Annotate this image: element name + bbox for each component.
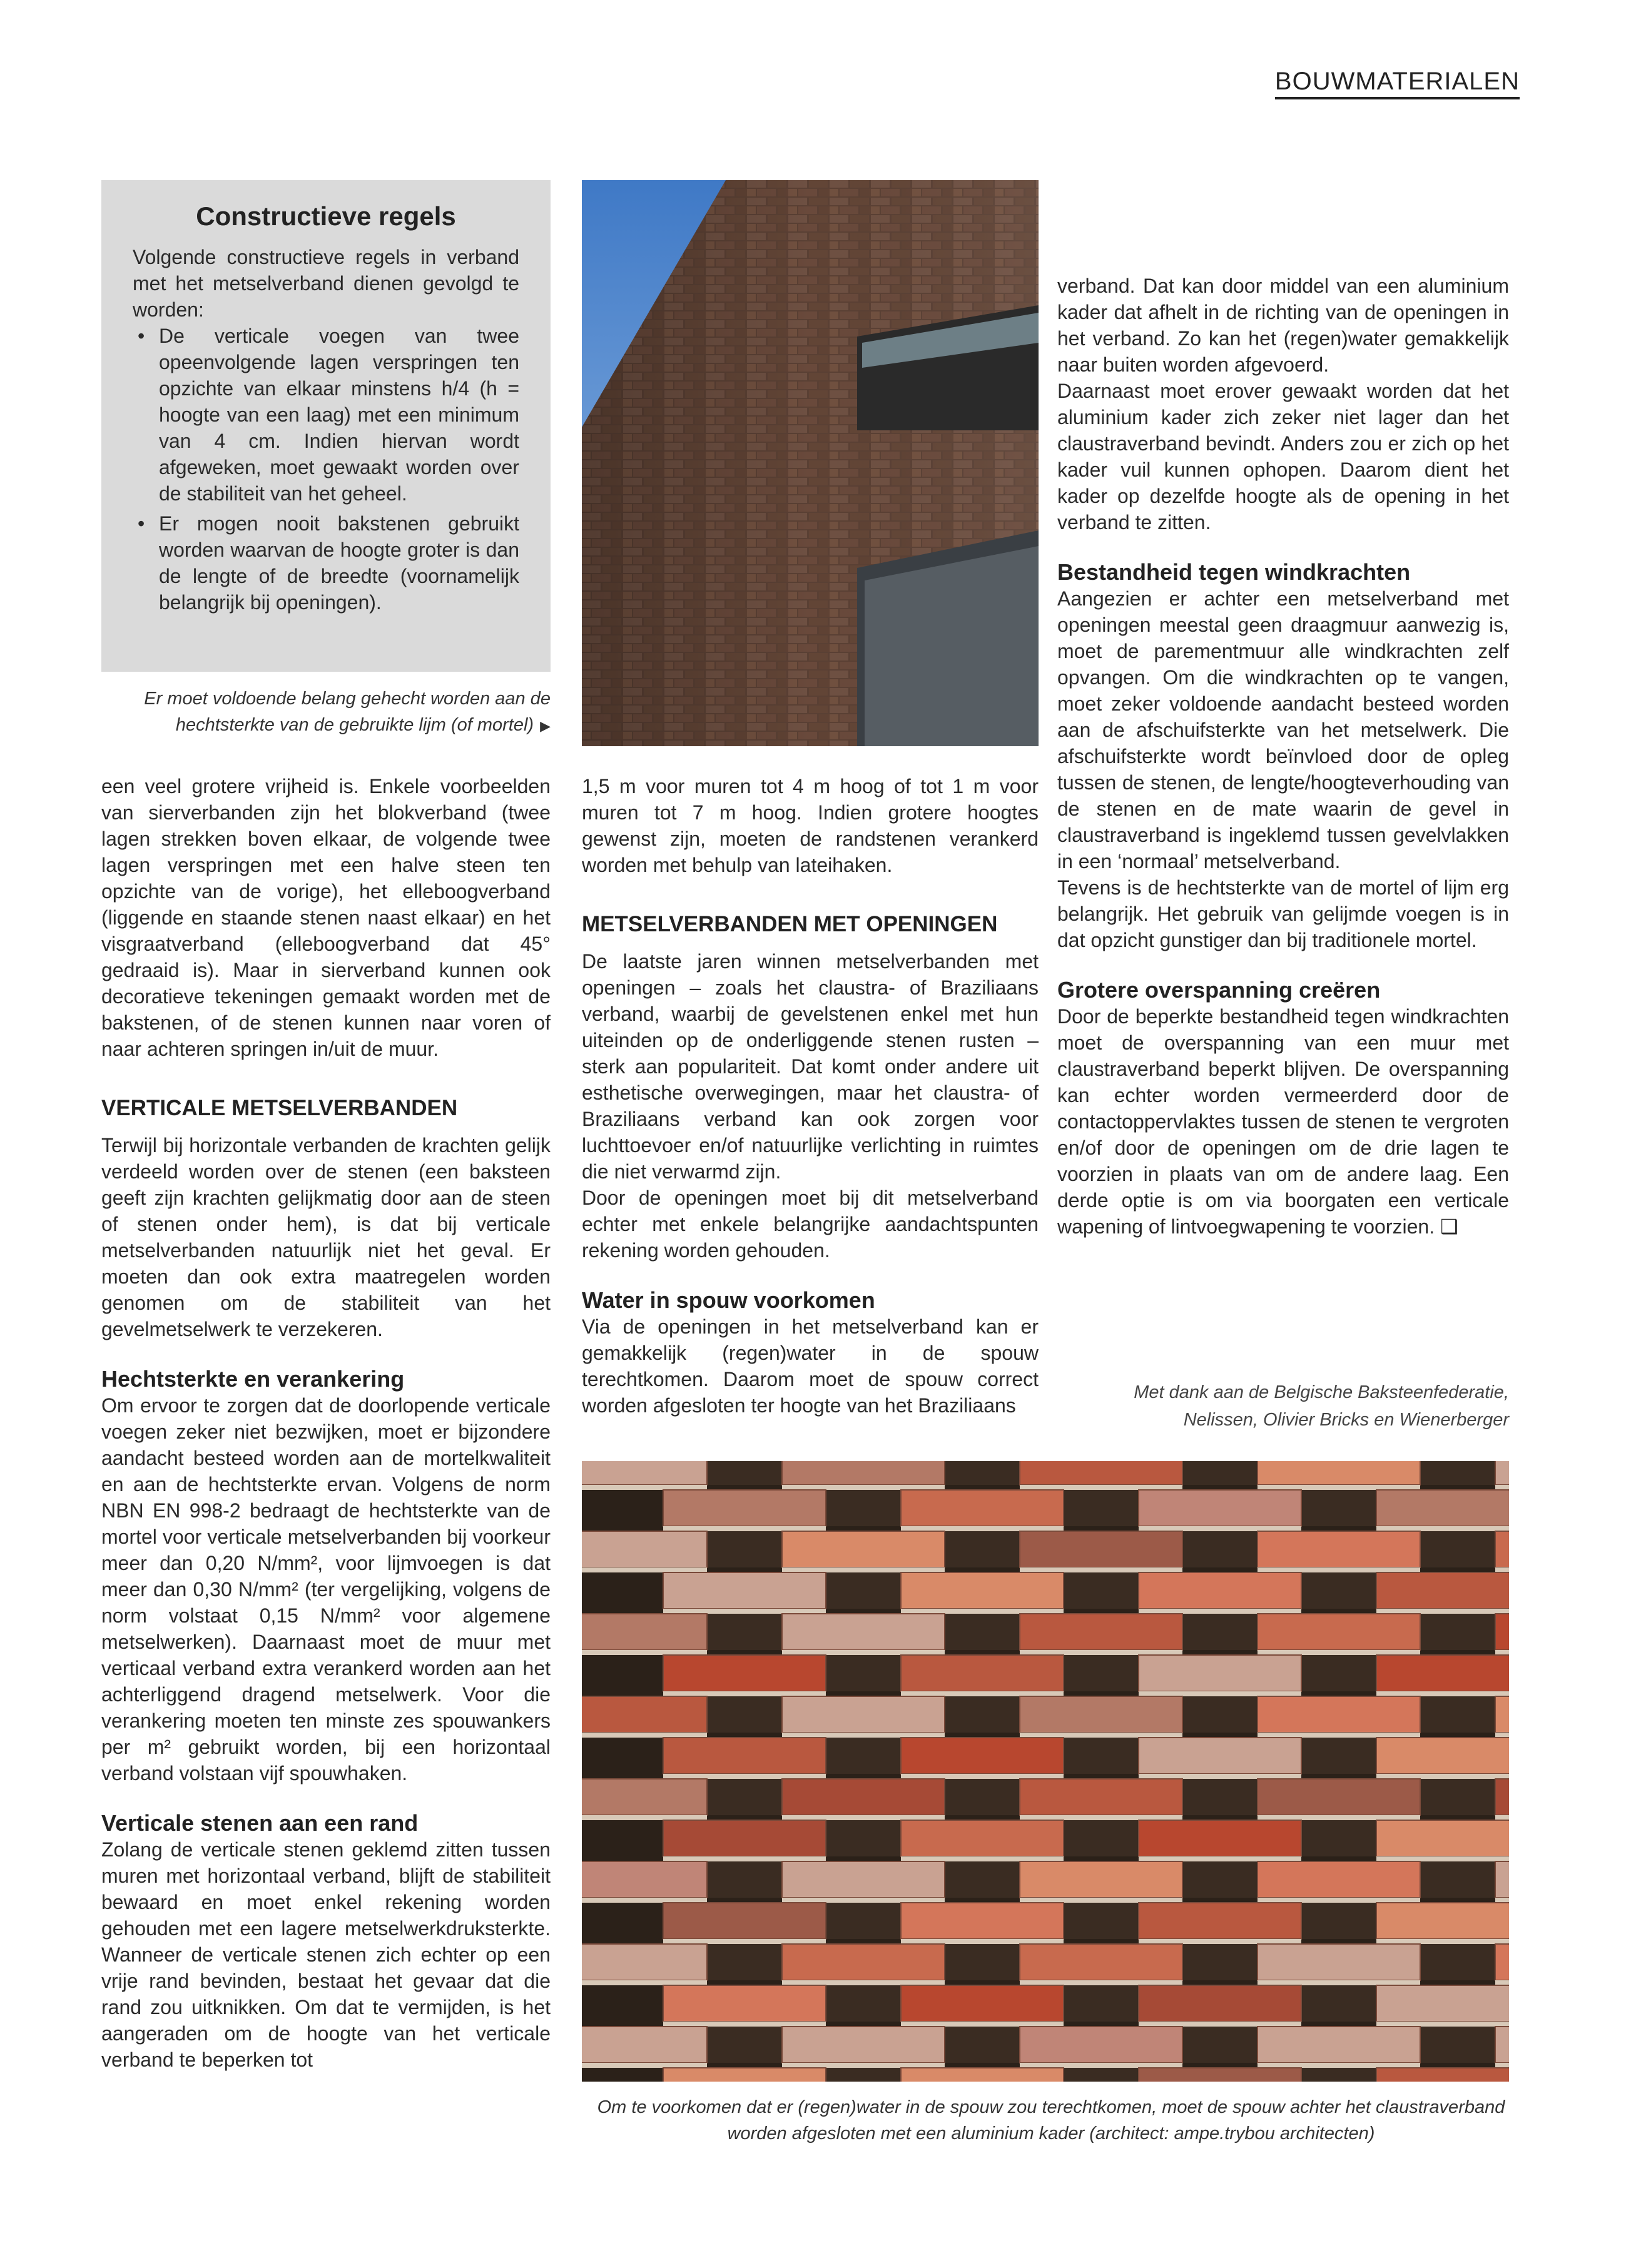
mortar-joint — [782, 1980, 945, 1985]
brick — [1258, 2027, 1420, 2063]
paragraph: 1,5 m voor muren tot 4 m hoog of tot 1 m voor muren tot 7 m hoog. Indien grotere hoogtes gewenst zijn, moeten de randstenen verankerd worden met behulp van lateihaken. — [582, 775, 1039, 876]
mortar-joint — [1258, 1650, 1420, 1655]
brick — [901, 2068, 1064, 2082]
subheading: Verticale stenen aan een rand — [101, 1810, 419, 1836]
brick — [901, 1903, 1064, 1939]
brick — [582, 1461, 707, 1485]
mortar-joint — [782, 1815, 945, 1820]
brick — [1020, 1944, 1182, 1980]
mortar-joint — [901, 2022, 1064, 2027]
lattice-opening — [1420, 1944, 1495, 1980]
lattice-opening — [1301, 1820, 1376, 1856]
brick — [1139, 1738, 1301, 1774]
brick — [1020, 1614, 1182, 1650]
mortar-joint — [1139, 2022, 1301, 2027]
lattice-opening — [1301, 1738, 1376, 1774]
mortar-joint — [663, 1856, 826, 1861]
paragraph: Om ervoor te zorgen dat de doorlopende verticale voegen zeker niet bezwijken, moet er bijzondere aandacht besteed worden aan de mortelkwaliteit en aan de hechtsterkte ervan. Volgens de norm NBN EN 998-2 bedraagt de hechtsterkte van de mortel voor verticale metselverbanden bij voorkeur meer dan 0,20 N/mm², voor lijmvoegen is dat meer dan 0,30 N/mm² (ter vergelijking, volgens de norm volstaat 0,15 N/mm² voor algemene metselwerken). Daarnaast moet de muur met verticaal verband extra verankerd worden aan het achterliggend dragend metselwerk. Voor die verankering moeten ten minste zes spouwankers per m² gebruikt worden, bij een horizontaal verband volstaan vijf spouwhaken. — [101, 1394, 551, 1785]
mortar-joint — [663, 1691, 826, 1696]
brick — [663, 2068, 826, 2082]
lattice-opening — [1301, 1572, 1376, 1609]
lattice-opening — [1182, 1614, 1258, 1650]
brick — [1376, 1903, 1509, 1939]
mortar-joint — [1139, 1856, 1301, 1861]
brick — [663, 1572, 826, 1609]
section-header: BOUWMATERIALEN — [1275, 68, 1520, 99]
lattice-opening — [1064, 1572, 1139, 1609]
paragraph: Door de openingen moet bij dit metselverband echter met enkele belangrijke aandachtspunten rekening worden gehouden. — [582, 1187, 1039, 1262]
paragraph: Tevens is de hechtsterkte van de mortel of lijm erg belangrijk. Het gebruik van gelijmde voegen is in dat opzicht gunstiger dan bij traditionele mortel. — [1057, 876, 1509, 951]
brick — [1258, 1861, 1420, 1898]
lattice-opening — [1064, 2068, 1139, 2082]
brick — [663, 1490, 826, 1526]
brick — [901, 1655, 1064, 1691]
mortar-joint — [663, 1526, 826, 1531]
mortar-joint — [1258, 1733, 1420, 1738]
brick — [1495, 1461, 1509, 1485]
lattice-opening — [945, 1944, 1020, 1980]
mortar-joint — [782, 1567, 945, 1572]
lattice-opening — [826, 1738, 901, 1774]
brick — [1258, 1614, 1420, 1650]
lattice-opening — [1420, 1531, 1495, 1567]
bottom-caption: Om te voorkomen dat er (regen)water in de spouw zou terechtkomen, moet de spouw achter het claustraverband worden afgesloten met een aluminium kader (architect: ampe.trybou architecten) — [597, 2097, 1505, 2144]
brick — [1139, 2068, 1301, 2082]
mortar-joint — [1020, 1567, 1182, 1572]
brick — [1495, 1531, 1509, 1567]
lattice-opening — [945, 1461, 1020, 1485]
mortar-joint — [1495, 1485, 1509, 1490]
mortar-joint — [901, 1774, 1064, 1779]
mortar-joint — [1258, 2063, 1420, 2068]
lattice-opening — [1182, 1531, 1258, 1567]
mortar-joint — [782, 2063, 945, 2068]
sidebar-bullet-list — [133, 323, 519, 615]
mortar-joint — [782, 1733, 945, 1738]
paragraph — [1057, 1003, 1509, 1240]
brick — [782, 1779, 945, 1815]
brick — [1495, 1779, 1509, 1815]
mortar-joint — [1376, 1691, 1509, 1696]
lattice-opening — [826, 1820, 901, 1856]
lattice-opening — [707, 1614, 782, 1650]
mortar-joint — [1376, 1774, 1509, 1779]
brick — [1020, 1779, 1182, 1815]
brick — [782, 1461, 945, 1485]
subheading: Bestandheid tegen windkrachten — [1057, 559, 1411, 585]
mortar-joint — [782, 1898, 945, 1903]
mortar-joint — [582, 1733, 707, 1738]
mortar-joint — [1258, 1980, 1420, 1985]
brick — [1139, 1820, 1301, 1856]
subheading: Water in spouw voorkomen — [582, 1287, 875, 1313]
mortar-joint — [1139, 1939, 1301, 1944]
building-photo-image — [582, 180, 1039, 746]
side-caption — [101, 686, 551, 739]
brick — [582, 1614, 707, 1650]
mortar-joint — [1495, 1980, 1509, 1985]
brick — [782, 1944, 945, 1980]
brick — [901, 1985, 1064, 2022]
brick — [582, 1531, 707, 1567]
mortar-joint — [1376, 1856, 1509, 1861]
brick — [1376, 2068, 1509, 2082]
brick — [901, 1490, 1064, 1526]
lattice-opening — [707, 1696, 782, 1733]
lattice-opening — [1182, 1861, 1258, 1898]
paragraph: De laatste jaren winnen metselverbanden met openingen – zoals het claustra- of Braziliaans verband, waarbij de gevelstenen enkel met hun uiteinden op de onderliggende stenen rusten – sterk aan populariteit. Dat komt onder andere uit esthetische overwegingen, maar het claustra- of Braziliaans verband kan ook zorgen voor luchttoevoer en/of natuurlijke verlichting in ruimtes die niet verwarmd zijn. — [582, 950, 1039, 1183]
column-3 — [1057, 273, 1509, 1240]
lattice-opening — [1182, 1696, 1258, 1733]
mortar-joint — [582, 1980, 707, 1985]
mortar-joint — [1376, 1939, 1509, 1944]
lattice-opening — [1301, 1985, 1376, 2022]
end-mark-icon: ❑ — [1440, 1215, 1458, 1238]
lattice-opening — [1301, 1903, 1376, 1939]
brick — [1495, 2027, 1509, 2063]
mortar-joint — [1139, 1691, 1301, 1696]
brick — [1139, 1903, 1301, 1939]
sidebar-bullet: • Er mogen nooit bakstenen gebruikt worden waarvan de hoogte groter is dan de lengte of de breedte (voornamelijk belangrijk bij openingen). — [159, 510, 519, 615]
lattice-opening — [707, 1461, 782, 1485]
claustra-wall-photo — [582, 1461, 1509, 2082]
mortar-joint — [1495, 2063, 1509, 2068]
brick — [782, 2027, 945, 2063]
mortar-joint — [1495, 1567, 1509, 1572]
brick — [1020, 1461, 1182, 1485]
brick — [582, 1944, 707, 1980]
lattice-opening — [1420, 1461, 1495, 1485]
lattice-opening — [1420, 1779, 1495, 1815]
subheading: Hechtsterkte en verankering — [101, 1366, 405, 1392]
lattice-opening — [826, 1903, 901, 1939]
mortar-joint — [1376, 2022, 1509, 2027]
lattice-opening — [1182, 1779, 1258, 1815]
brick — [901, 1820, 1064, 1856]
mortar-joint — [782, 1650, 945, 1655]
brick — [1139, 1490, 1301, 1526]
brick — [782, 1531, 945, 1567]
brick — [663, 1655, 826, 1691]
brick — [663, 1985, 826, 2022]
lattice-opening — [1420, 1614, 1495, 1650]
paragraph-text: Door de beperkte bestandheid tegen windkrachten moet de overspanning van een muur met claustraverband beperkt blijven. De overspanning kan echter worden vermeerderd door de contactoppervlaktes tussen de stenen te vergroten en/of door de openingen om de drie lagen te voorzien in plaats van om de andere laag. Een derde optie is om via boorgaten een verticale wapening of lintvoegwapening te voorzien. — [1057, 1005, 1509, 1238]
mortar-joint — [1495, 1898, 1509, 1903]
paragraph: Aangezien er achter een metselverband met openingen meestal geen draagmuur aanwezig is, moet de parementmuur alle windkrachten zelf opvangen. Om die windkrachten op te vangen, moet zeker voldoende aandacht besteed worden aan de afschuifsterkte van het metselwerk. Die afschuifsterkte wordt beïnvloed door de opleg tussen de stenen, de lengte/hoogteverhouding van de stenen en de mate waarin de gevel in claustraverband is ingeklemd tussen gevelvlakken in een ‘normaal’ metselverband. — [1057, 587, 1509, 873]
paragraph: Zolang de verticale stenen geklemd zitten tussen muren met horizontaal verband, blijft de stabiliteit bewaard en moet enkel rekening worden gehouden met een lagere metselwerkdruksterkte. Wanneer de verticale stenen zich echter op een vrije rand bevinden, bestaat het gevaar dat die rand zou uitknikken. Om dat te vermijden, is het aangeraden om de hoogte van het verticale verband te beperken tot — [101, 1838, 551, 2071]
side-caption-text: Er moet voldoende belang gehecht worden aan de hechtsterkte van de gebruikte lijm (of mortel) — [144, 689, 551, 735]
lattice-opening — [707, 1779, 782, 1815]
constructive-rules-box — [101, 180, 551, 672]
brick — [1258, 1944, 1420, 1980]
brick — [1139, 1572, 1301, 1609]
brick — [1139, 1655, 1301, 1691]
mortar-joint — [1020, 1898, 1182, 1903]
brick — [901, 1738, 1064, 1774]
mortar-joint — [1020, 2063, 1182, 2068]
lattice-opening — [945, 1696, 1020, 1733]
lattice-opening — [707, 1944, 782, 1980]
mortar-joint — [1495, 1815, 1509, 1820]
mortar-joint — [901, 1609, 1064, 1614]
brick — [1258, 1696, 1420, 1733]
claustra-wall-image — [582, 1461, 1509, 2082]
brick — [782, 1614, 945, 1650]
building-photo — [582, 180, 1039, 746]
mortar-joint — [1258, 1898, 1420, 1903]
mortar-joint — [1258, 1485, 1420, 1490]
brick — [1495, 1696, 1509, 1733]
mortar-joint — [901, 1856, 1064, 1861]
mortar-joint — [582, 1485, 707, 1490]
lattice-opening — [1064, 1985, 1139, 2022]
brick — [1376, 1738, 1509, 1774]
lattice-opening — [1182, 2027, 1258, 2063]
brick — [782, 1861, 945, 1898]
lattice-opening — [1064, 1820, 1139, 1856]
brick — [1020, 2027, 1182, 2063]
brick — [1376, 1820, 1509, 1856]
paragraph: een veel grotere vrijheid is. Enkele voorbeelden van sierverbanden zijn het blokverband (twee lagen strekken boven elkaar, de volgende twee lagen verspringen met een halve steen ten opzichte van de vorige), het elleboogverband (liggende en staande stenen naast elkaar) en het visgraatverband (elleboogverband dat 45° gedraaid is). Maar in sierverband kunnen ook decoratieve tekeningen gemaakt worden met de bakstenen, of de stenen kunnen naar voren of naar achteren springen in/uit de muur. — [101, 775, 551, 1060]
lattice-opening — [945, 1779, 1020, 1815]
mortar-joint — [582, 1567, 707, 1572]
brick — [582, 2027, 707, 2063]
brick — [782, 1696, 945, 1733]
credits: Met dank aan de Belgische Baksteenfederatie, Nelissen, Olivier Bricks en Wienerberger — [1134, 1382, 1509, 1430]
paragraph: Terwijl bij horizontale verbanden de krachten gelijk verdeeld worden over de stenen (een baksteen geeft zijn krachten gelijkmatig door aan de steen of stenen onder hem), is dat bij verticale metselverbanden natuurlijk niet het geval. Er moeten dan ook extra maatregelen worden genomen om de stabiliteit van het gevelmetselwerk te verzekeren. — [101, 1134, 551, 1340]
mortar-joint — [782, 1485, 945, 1490]
lattice-opening — [945, 2027, 1020, 2063]
mortar-joint — [1020, 1650, 1182, 1655]
brick — [663, 1820, 826, 1856]
mortar-joint — [1020, 1980, 1182, 1985]
mortar-joint — [1139, 1526, 1301, 1531]
lattice-opening — [826, 1490, 901, 1526]
mortar-joint — [582, 1650, 707, 1655]
brick — [582, 1861, 707, 1898]
brick — [582, 1696, 707, 1733]
column-2 — [582, 773, 1039, 1419]
triangle-arrow-icon: ▶ — [540, 718, 551, 734]
brick — [1376, 1490, 1509, 1526]
lattice-opening — [1064, 1903, 1139, 1939]
brick — [1020, 1696, 1182, 1733]
lattice-opening — [1301, 1655, 1376, 1691]
brick — [1258, 1531, 1420, 1567]
mortar-joint — [1495, 1650, 1509, 1655]
brick — [1495, 1944, 1509, 1980]
section-heading: METSELVERBANDEN MET OPENINGEN — [582, 912, 998, 936]
mortar-joint — [1020, 1733, 1182, 1738]
brick — [1495, 1861, 1509, 1898]
mortar-joint — [582, 1898, 707, 1903]
lattice-opening — [1064, 1738, 1139, 1774]
mortar-joint — [1139, 1774, 1301, 1779]
mortar-joint — [1376, 1526, 1509, 1531]
lattice-opening — [945, 1861, 1020, 1898]
mortar-joint — [582, 2063, 707, 2068]
mortar-joint — [582, 1815, 707, 1820]
brick — [1376, 1655, 1509, 1691]
brick — [1258, 1779, 1420, 1815]
paragraph: Via de openingen in het metselverband kan er gemakkelijk (regen)water in de spouw terechtkomen. Daarom moet de spouw correct worden afgesloten ter hoogte van het Braziliaans — [582, 1315, 1039, 1417]
lattice-opening — [707, 1861, 782, 1898]
lattice-opening — [1064, 1655, 1139, 1691]
paragraph: Daarnaast moet erover gewaakt worden dat het aluminium kader zich zeker niet lager dan het claustraverband bevindt. Anders zou er zich op het kader vuil kunnen ophopen. Daarom dient het kader op dezelfde hoogte als de opening in het verband te zitten. — [1057, 380, 1509, 534]
mortar-joint — [901, 1691, 1064, 1696]
mortar-joint — [1495, 1733, 1509, 1738]
lattice-opening — [1301, 2068, 1376, 2082]
lattice-opening — [826, 2068, 901, 2082]
lattice-opening — [1182, 1461, 1258, 1485]
lattice-opening — [945, 1614, 1020, 1650]
lattice-opening — [1420, 2027, 1495, 2063]
lattice-opening — [826, 1572, 901, 1609]
mortar-joint — [1020, 1815, 1182, 1820]
lattice-opening — [826, 1985, 901, 2022]
mortar-joint — [901, 1939, 1064, 1944]
brick — [901, 1572, 1064, 1609]
lattice-opening — [1301, 1490, 1376, 1526]
subheading: Grotere overspanning creëren — [1057, 977, 1381, 1003]
mortar-joint — [1139, 1609, 1301, 1614]
lattice-opening — [1182, 1944, 1258, 1980]
mortar-joint — [1376, 1609, 1509, 1614]
brick — [1376, 1572, 1509, 1609]
brick — [1139, 1985, 1301, 2022]
mortar-joint — [663, 1609, 826, 1614]
lattice-opening — [707, 1531, 782, 1567]
mortar-joint — [901, 1526, 1064, 1531]
mortar-joint — [1020, 1485, 1182, 1490]
brick — [663, 1738, 826, 1774]
lattice-opening — [707, 2027, 782, 2063]
brick — [1376, 1985, 1509, 2022]
mortar-joint — [663, 1939, 826, 1944]
lattice-opening — [945, 1531, 1020, 1567]
column-1 — [101, 773, 551, 2073]
lattice-opening — [826, 1655, 901, 1691]
mortar-joint — [663, 1774, 826, 1779]
brick — [1495, 1614, 1509, 1650]
brick — [1020, 1861, 1182, 1898]
paragraph: verband. Dat kan door middel van een aluminium kader dat afhelt in de richting van de openingen in het verband. Zo kan het (regen)water gemakkelijk naar buiten worden afgevoerd. — [1057, 275, 1509, 376]
lattice-opening — [1064, 1490, 1139, 1526]
brick — [663, 1903, 826, 1939]
section-heading: VERTICALE METSELVERBANDEN — [101, 1096, 458, 1120]
lattice-opening — [1420, 1861, 1495, 1898]
mortar-joint — [1258, 1815, 1420, 1820]
mortar-joint — [1258, 1567, 1420, 1572]
lattice-opening — [1420, 1696, 1495, 1733]
brick — [1020, 1531, 1182, 1567]
sidebar-intro: Volgende constructieve regels in verband met het metselverband dienen gevolgd te worden: — [133, 246, 519, 321]
sidebar-title: Constructieve regels — [196, 201, 456, 231]
sidebar-bullet: • De verticale voegen van twee opeenvolgende lagen verspringen ten opzichte van elkaar minstens h/4 (h = hoogte van een laag) met een minimum van 4 cm. Indien hiervan wordt afgeweken, moet gewaakt worden over de stabiliteit van het geheel. — [159, 323, 519, 507]
brick — [582, 1779, 707, 1815]
brick — [1258, 1461, 1420, 1485]
mortar-joint — [663, 2022, 826, 2027]
